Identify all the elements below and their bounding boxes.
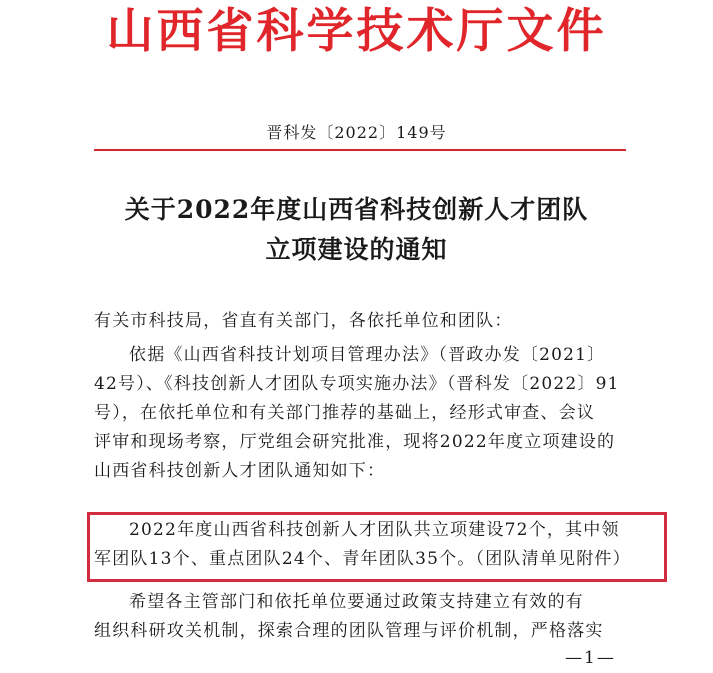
paragraph-line: 组织科研攻关机制，探索合理的团队管理与评价机制，严格落实 [94,621,604,641]
paragraph-line: 希望各主管部门和依托单位要通过政策支持建立有效的有 [129,592,584,612]
paragraph-line: 42号）、《科技创新人才团队专项实施办法》（晋科发〔2022〕91 [94,374,620,394]
paragraph-line: 依据《山西省科技计划项目管理办法》（晋政办发〔2021〕 [129,345,606,365]
paragraph-line: 号），在依托单位和有关部门推荐的基础上，经形式审查、会议 [94,403,596,423]
issuer-header-title: 山西省科学技术厅文件 [106,4,607,59]
highlight-box [87,512,667,582]
paragraph-line: 2022年度山西省科技创新人才团队共立项建设72个，其中领 [129,520,620,540]
paragraph-expectation [94,588,634,646]
paragraph-line: 评审和现场考察，厅党组会研究批准，现将2022年度立项建设的 [94,432,616,452]
page-number: —1— [565,648,616,668]
notice-title-line-1: 关于2022年度山西省科技创新人才团队 [124,195,589,224]
notice-title-line-2: 立项建设的通知 [265,235,448,264]
paragraph-basis [94,341,634,486]
red-divider-line [94,149,626,151]
notice-title [0,190,713,270]
addressee [94,307,634,336]
paragraph-line: 军团队13个、重点团队24个、青年团队35个。（团队清单见附件） [94,549,631,569]
paragraph-line: 山西省科技创新人才团队通知如下： [94,461,386,481]
addressee-line: 有关市科技局，省直有关部门，各依托单位和团队： [94,311,513,331]
document-number: 晋科发〔2022〕149号 [266,123,447,142]
